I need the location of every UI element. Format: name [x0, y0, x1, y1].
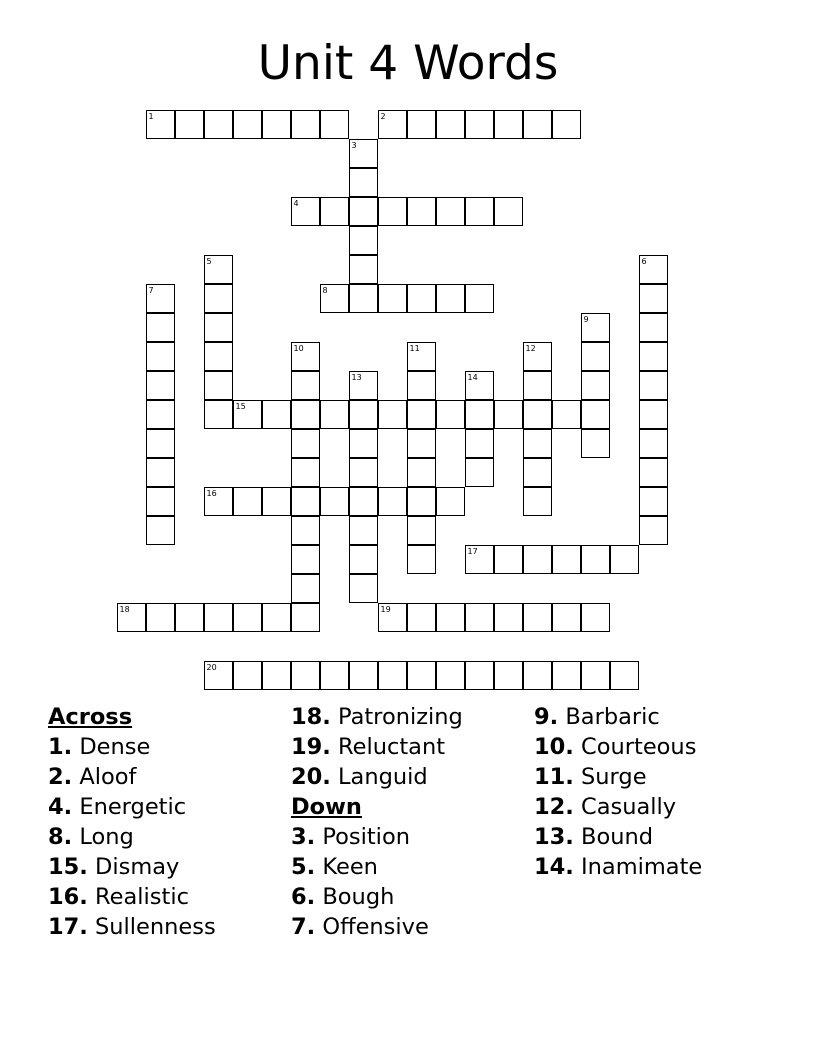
grid-cell[interactable] — [552, 661, 581, 690]
grid-cell[interactable] — [465, 458, 494, 487]
grid-cell[interactable] — [523, 342, 552, 371]
clue-across-19 — [291, 732, 463, 762]
cell-number: 10 — [293, 343, 304, 353]
grid-cell[interactable] — [407, 284, 436, 313]
clue-down-6 — [291, 882, 463, 912]
grid-cell[interactable] — [320, 197, 349, 226]
clue-number: 17. — [48, 914, 88, 940]
clue-number: 9. — [534, 704, 559, 730]
clue-text: Reluctant — [338, 734, 446, 760]
grid-cell[interactable] — [552, 400, 581, 429]
cell-number: 12 — [525, 343, 536, 353]
grid-cell[interactable] — [610, 661, 639, 690]
grid-cell[interactable] — [117, 603, 146, 632]
clue-column-1 — [48, 702, 216, 942]
grid-cell[interactable] — [146, 429, 175, 458]
clue-text: Sullenness — [95, 914, 216, 940]
grid-cell[interactable] — [436, 603, 465, 632]
grid-cell[interactable] — [581, 313, 610, 342]
grid-cell[interactable] — [407, 197, 436, 226]
clue-text: Energetic — [79, 794, 187, 820]
clue-text: Keen — [322, 854, 378, 880]
grid-cell[interactable] — [320, 661, 349, 690]
clue-across-16 — [48, 882, 216, 912]
grid-cell[interactable] — [320, 400, 349, 429]
clue-text: Dense — [79, 734, 151, 760]
grid-cell[interactable] — [407, 545, 436, 574]
grid-cell[interactable] — [639, 284, 668, 313]
grid-cell[interactable] — [378, 487, 407, 516]
grid-cell[interactable] — [291, 487, 320, 516]
cell-number: 2 — [380, 111, 386, 121]
grid-cell[interactable] — [494, 110, 523, 139]
grid-cell[interactable] — [349, 487, 378, 516]
grid-cell[interactable] — [378, 197, 407, 226]
grid-cell[interactable] — [407, 516, 436, 545]
clue-number: 2. — [48, 764, 73, 790]
grid-cell[interactable] — [552, 545, 581, 574]
clue-down-12 — [534, 792, 702, 822]
clue-text: Aloof — [79, 764, 137, 790]
grid-cell[interactable] — [639, 313, 668, 342]
grid-cell[interactable] — [291, 516, 320, 545]
cell-number: 8 — [322, 285, 328, 295]
clue-text: Patronizing — [338, 704, 463, 730]
clue-number: 20. — [291, 764, 331, 790]
grid-cell[interactable] — [291, 429, 320, 458]
grid-cell[interactable] — [233, 603, 262, 632]
clue-down-13 — [534, 822, 702, 852]
grid-cell[interactable] — [204, 371, 233, 400]
grid-cell[interactable] — [262, 661, 291, 690]
grid-cell[interactable] — [320, 487, 349, 516]
grid-cell[interactable] — [436, 197, 465, 226]
clue-text: Realistic — [95, 884, 189, 910]
cell-number: 16 — [206, 488, 217, 498]
cell-number: 19 — [380, 604, 391, 614]
grid-cell[interactable] — [523, 110, 552, 139]
grid-cell[interactable] — [407, 487, 436, 516]
clue-text: Long — [79, 824, 134, 850]
grid-cell[interactable] — [378, 661, 407, 690]
cell-number: 18 — [119, 604, 130, 614]
grid-cell[interactable] — [436, 284, 465, 313]
clue-text: Inamimate — [581, 854, 703, 880]
grid-cell[interactable] — [465, 661, 494, 690]
grid-cell[interactable] — [465, 110, 494, 139]
down-heading: Down — [291, 794, 362, 820]
clue-number: 7. — [291, 914, 316, 940]
grid-cell[interactable] — [407, 371, 436, 400]
grid-cell[interactable] — [523, 400, 552, 429]
grid-cell[interactable] — [639, 255, 668, 284]
clue-down-5 — [291, 852, 463, 882]
clue-down-9 — [534, 702, 702, 732]
grid-cell[interactable] — [204, 284, 233, 313]
clue-down-7 — [291, 912, 463, 942]
grid-cell[interactable] — [204, 255, 233, 284]
clue-text: Courteous — [581, 734, 697, 760]
grid-cell[interactable] — [465, 603, 494, 632]
grid-cell[interactable] — [320, 110, 349, 139]
clue-number: 6. — [291, 884, 316, 910]
clue-number: 11. — [534, 764, 574, 790]
grid-cell[interactable] — [378, 603, 407, 632]
grid-cell[interactable] — [233, 400, 262, 429]
clue-across-18 — [291, 702, 463, 732]
grid-cell[interactable] — [465, 429, 494, 458]
across-heading: Across — [48, 704, 133, 730]
grid-cell[interactable] — [494, 603, 523, 632]
grid-cell[interactable] — [378, 400, 407, 429]
grid-cell[interactable] — [146, 487, 175, 516]
grid-cell[interactable] — [610, 545, 639, 574]
grid-cell[interactable] — [436, 110, 465, 139]
grid-cell[interactable] — [494, 545, 523, 574]
grid-cell[interactable] — [262, 110, 291, 139]
grid-cell[interactable] — [436, 661, 465, 690]
grid-cell[interactable] — [523, 545, 552, 574]
grid-cell[interactable] — [204, 661, 233, 690]
grid-cell[interactable] — [407, 603, 436, 632]
grid-cell[interactable] — [349, 661, 378, 690]
grid-cell[interactable] — [581, 661, 610, 690]
clue-text: Position — [322, 824, 410, 850]
grid-cell[interactable] — [291, 545, 320, 574]
grid-cell[interactable] — [378, 110, 407, 139]
clue-column-3 — [534, 702, 702, 882]
clue-number: 18. — [291, 704, 331, 730]
clue-number: 8. — [48, 824, 73, 850]
clue-number: 19. — [291, 734, 331, 760]
grid-cell[interactable] — [349, 168, 378, 197]
grid-cell[interactable] — [233, 110, 262, 139]
grid-cell[interactable] — [407, 400, 436, 429]
grid-cell[interactable] — [349, 197, 378, 226]
grid-cell[interactable] — [378, 284, 407, 313]
grid-cell[interactable] — [146, 110, 175, 139]
grid-cell[interactable] — [349, 429, 378, 458]
cell-number: 7 — [148, 285, 154, 295]
grid-cell[interactable] — [291, 603, 320, 632]
clue-text: Surge — [581, 764, 647, 790]
grid-cell[interactable] — [494, 197, 523, 226]
clue-across-20 — [291, 762, 463, 792]
clue-across-4 — [48, 792, 216, 822]
grid-cell[interactable] — [204, 313, 233, 342]
grid-cell[interactable] — [639, 516, 668, 545]
cell-number: 4 — [293, 198, 299, 208]
grid-cell[interactable] — [204, 603, 233, 632]
grid-cell[interactable] — [494, 400, 523, 429]
grid-cell[interactable] — [407, 429, 436, 458]
cell-number: 3 — [351, 140, 357, 150]
grid-cell[interactable] — [146, 284, 175, 313]
grid-cell[interactable] — [552, 110, 581, 139]
cell-number: 15 — [235, 401, 246, 411]
clue-number: 15. — [48, 854, 88, 880]
grid-cell[interactable] — [291, 661, 320, 690]
grid-cell[interactable] — [436, 487, 465, 516]
grid-cell[interactable] — [465, 284, 494, 313]
grid-cell[interactable] — [262, 487, 291, 516]
grid-cell[interactable] — [465, 371, 494, 400]
grid-cell[interactable] — [146, 313, 175, 342]
grid-cell[interactable] — [146, 371, 175, 400]
grid-cell[interactable] — [146, 516, 175, 545]
clue-number: 4. — [48, 794, 73, 820]
grid-cell[interactable] — [581, 603, 610, 632]
grid-cell[interactable] — [465, 545, 494, 574]
clue-text: Dismay — [95, 854, 180, 880]
cell-number: 1 — [148, 111, 154, 121]
cell-number: 9 — [583, 314, 589, 324]
grid-cell[interactable] — [639, 487, 668, 516]
grid-cell[interactable] — [349, 516, 378, 545]
grid-cell[interactable] — [146, 458, 175, 487]
grid-cell[interactable] — [581, 342, 610, 371]
clue-across-15 — [48, 852, 216, 882]
clue-number: 1. — [48, 734, 73, 760]
grid-cell[interactable] — [349, 458, 378, 487]
grid-cell[interactable] — [349, 226, 378, 255]
grid-cell[interactable] — [639, 400, 668, 429]
grid-cell[interactable] — [639, 429, 668, 458]
grid-cell[interactable] — [291, 197, 320, 226]
grid-cell[interactable] — [204, 110, 233, 139]
grid-cell[interactable] — [465, 197, 494, 226]
cell-number: 17 — [467, 546, 478, 556]
grid-cell[interactable] — [349, 139, 378, 168]
grid-cell[interactable] — [349, 400, 378, 429]
cell-number: 20 — [206, 662, 217, 672]
grid-cell[interactable] — [581, 371, 610, 400]
grid-cell[interactable] — [320, 284, 349, 313]
grid-cell[interactable] — [262, 400, 291, 429]
clue-number: 3. — [291, 824, 316, 850]
grid-cell[interactable] — [436, 400, 465, 429]
grid-cell[interactable] — [639, 371, 668, 400]
grid-cell[interactable] — [581, 545, 610, 574]
cell-number: 6 — [641, 256, 647, 266]
clue-column-2 — [291, 702, 463, 942]
clue-down-11 — [534, 762, 702, 792]
grid-cell[interactable] — [349, 545, 378, 574]
grid-cell[interactable] — [639, 342, 668, 371]
grid-cell[interactable] — [407, 342, 436, 371]
grid-cell[interactable] — [407, 458, 436, 487]
grid-cell[interactable] — [581, 400, 610, 429]
cell-number: 11 — [409, 343, 420, 353]
clue-text: Casually — [581, 794, 677, 820]
cell-number: 5 — [206, 256, 212, 266]
clue-down-14 — [534, 852, 702, 882]
clue-number: 12. — [534, 794, 574, 820]
grid-cell[interactable] — [291, 574, 320, 603]
clue-across-8 — [48, 822, 216, 852]
grid-cell[interactable] — [291, 400, 320, 429]
clue-down-3 — [291, 822, 463, 852]
grid-cell[interactable] — [494, 661, 523, 690]
clue-number: 14. — [534, 854, 574, 880]
grid-cell[interactable] — [291, 371, 320, 400]
grid-cell[interactable] — [523, 458, 552, 487]
clue-number: 10. — [534, 734, 574, 760]
grid-cell[interactable] — [175, 603, 204, 632]
clue-text: Offensive — [322, 914, 429, 940]
grid-cell[interactable] — [349, 255, 378, 284]
clue-text: Bough — [322, 884, 395, 910]
grid-cell[interactable] — [204, 487, 233, 516]
grid-cell[interactable] — [349, 574, 378, 603]
grid-cell[interactable] — [291, 458, 320, 487]
grid-cell[interactable] — [204, 342, 233, 371]
grid-cell[interactable] — [233, 661, 262, 690]
grid-cell[interactable] — [639, 458, 668, 487]
grid-cell[interactable] — [146, 603, 175, 632]
clue-across-17 — [48, 912, 216, 942]
grid-cell[interactable] — [233, 487, 262, 516]
grid-cell[interactable] — [407, 661, 436, 690]
grid-cell[interactable] — [465, 400, 494, 429]
grid-cell[interactable] — [146, 400, 175, 429]
clue-text: Languid — [338, 764, 428, 790]
grid-cell[interactable] — [523, 661, 552, 690]
grid-cell[interactable] — [581, 429, 610, 458]
page-title: Unit 4 Words — [257, 36, 559, 91]
grid-cell[interactable] — [349, 284, 378, 313]
grid-cell[interactable] — [175, 110, 204, 139]
grid-cell[interactable] — [349, 371, 378, 400]
clue-across-2 — [48, 762, 216, 792]
clue-number: 16. — [48, 884, 88, 910]
clue-number: 13. — [534, 824, 574, 850]
grid-cell[interactable] — [291, 342, 320, 371]
clue-number: 5. — [291, 854, 316, 880]
grid-cell[interactable] — [291, 110, 320, 139]
grid-cell[interactable] — [204, 400, 233, 429]
grid-cell[interactable] — [407, 110, 436, 139]
grid-cell[interactable] — [523, 603, 552, 632]
grid-cell[interactable] — [552, 603, 581, 632]
cell-number: 13 — [351, 372, 362, 382]
clue-across-1 — [48, 732, 216, 762]
grid-cell[interactable] — [523, 371, 552, 400]
grid-cell[interactable] — [523, 487, 552, 516]
clue-text: Bound — [581, 824, 654, 850]
grid-cell[interactable] — [523, 429, 552, 458]
cell-number: 14 — [467, 372, 478, 382]
grid-cell[interactable] — [146, 342, 175, 371]
clue-text: Barbaric — [565, 704, 660, 730]
grid-cell[interactable] — [262, 603, 291, 632]
clue-down-10 — [534, 732, 702, 762]
